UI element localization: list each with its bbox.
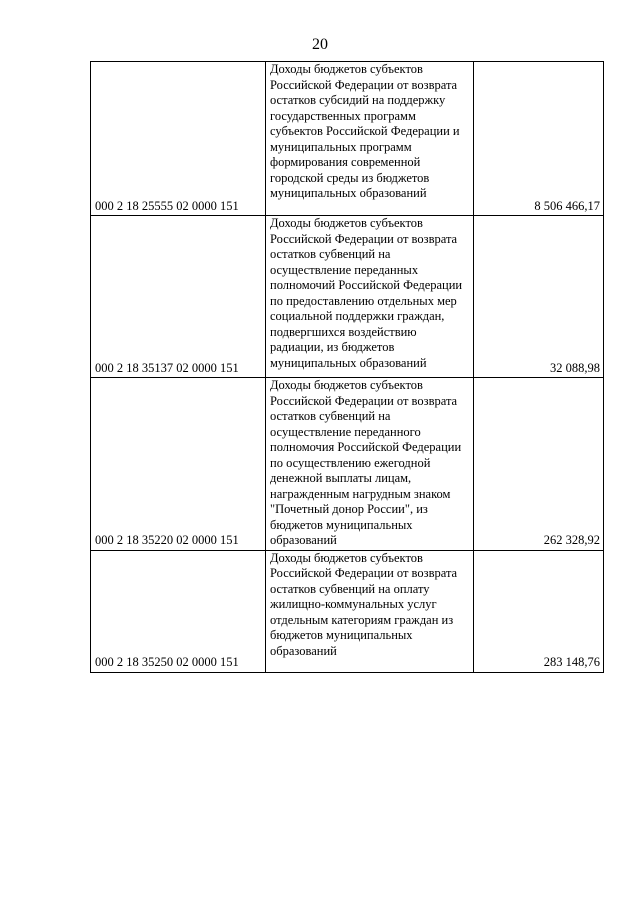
revenue-description xyxy=(266,378,474,551)
budget-classification-code: 000 2 18 35220 02 0000 151 xyxy=(91,378,266,551)
budget-classification-code: 000 2 18 25555 02 0000 151 xyxy=(91,62,266,216)
revenue-description-text: Доходы бюджетов субъектов Российской Федерации от возврата остатков субвенций на осуществление переданного полномочия Российской Федерации по осуществлению ежегодной денежной выплаты лицам, награжденным нагрудным знаком "Почетный донор России", из бюджетов муниципальных образований xyxy=(270,378,462,547)
revenue-amount: 32 088,98 xyxy=(474,216,604,378)
revenue-description-text: Доходы бюджетов субъектов Российской Федерации от возврата остатков субвенций на осуществление переданных полномочий Российской Федерации по предоставлению отдельных мер социальной поддержки граждан, подвергшихся воздействию радиации, из бюджетов муниципальных образований xyxy=(270,216,463,370)
revenue-description xyxy=(266,216,474,378)
revenue-description-text: Доходы бюджетов субъектов Российской Федерации от возврата остатков субвенций на оплату жилищно-коммунальных услуг отдельным категориям граждан из бюджетов муниципальных образований xyxy=(270,550,458,658)
page-number: 20 xyxy=(312,36,328,53)
table-row xyxy=(91,216,604,378)
revenue-amount: 8 506 466,17 xyxy=(474,62,604,216)
table-row xyxy=(91,378,604,551)
revenue-amount: 262 328,92 xyxy=(474,378,604,551)
revenue-description xyxy=(266,62,474,216)
table-row xyxy=(91,62,604,216)
revenue-description xyxy=(266,550,474,672)
revenue-description-text: Доходы бюджетов субъектов Российской Федерации от возврата остатков субсидий на поддержку государственных программ субъектов Российской Федерации и муниципальных программ формирования современной городской среды из бюджетов муниципальных образований xyxy=(270,62,460,200)
budget-revenue-table xyxy=(90,61,604,673)
table-row xyxy=(91,550,604,672)
budget-classification-code: 000 2 18 35250 02 0000 151 xyxy=(91,550,266,672)
budget-classification-code: 000 2 18 35137 02 0000 151 xyxy=(91,216,266,378)
revenue-amount: 283 148,76 xyxy=(474,550,604,672)
